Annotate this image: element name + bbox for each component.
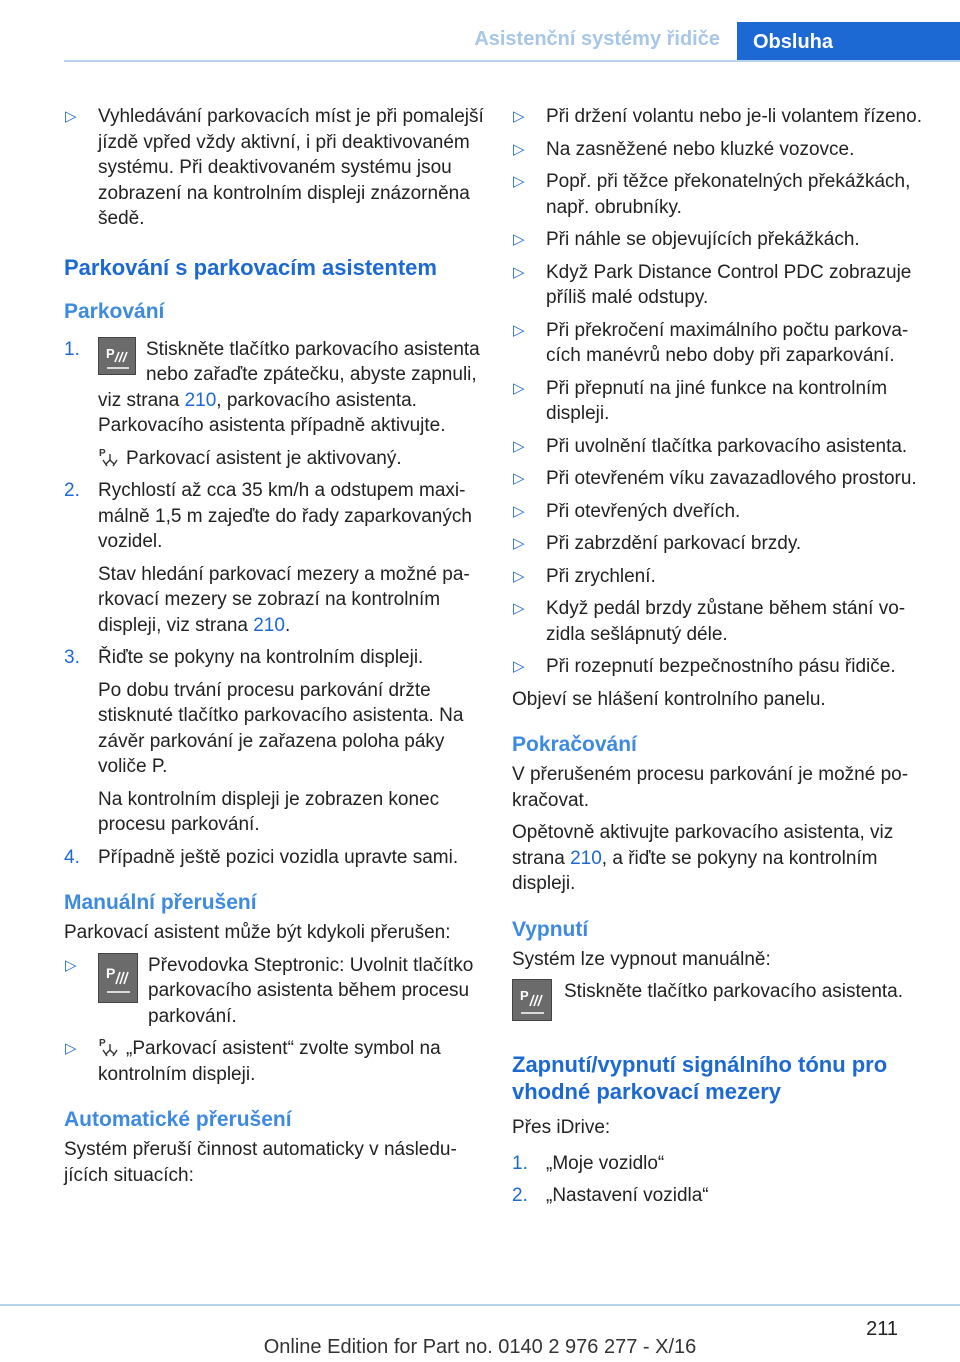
list-item: ▷ Vyhledávání parkovacích míst je při pomalejší jízdě vpřed vždy aktivní, i při deaktivovaném systému. Při deaktivovaném systému jsou zobrazení na kontrolním displeji znázorněna šedě. bbox=[65, 106, 484, 229]
list-item: ▷ Při zabrzdění parkovací brzdy. bbox=[512, 531, 930, 557]
page-link[interactable]: 210 bbox=[184, 389, 217, 411]
parking-assistant-button-icon bbox=[512, 979, 552, 1021]
interruption-conditions-list bbox=[512, 104, 930, 680]
bullet-marker: ▷ bbox=[513, 263, 525, 281]
bullet-marker: ▷ bbox=[513, 502, 525, 520]
page-number: 211 bbox=[866, 1318, 898, 1340]
heading-manual-interruption: Manuální přerušení bbox=[64, 891, 257, 914]
svg-text:P: P bbox=[106, 964, 116, 981]
footer-divider bbox=[0, 1304, 960, 1306]
bullet-marker: ▷ bbox=[513, 173, 525, 190]
list-item: ▷ Při otevřených dveřích. bbox=[512, 499, 930, 525]
list-item: ▷ Při překročení maximálního počtu parkovacích manévrů nebo doby při zaparkování. bbox=[513, 319, 909, 366]
left-column: ▷ Vyhledávání parkovacích míst je při pomalejší jízdě vpřed vždy aktivní, i při deaktivovaném systému. Při deaktivovaném systému jsou zobrazení na kontrolním displeji znázorněna šedě. Parkování s parkovacím asistentem Parkování 1. P Stiskněte tlačítko parkovacího asistenta nebo zařaďte zpátečku, abyste zapnuli, viz strana 210, parkovacího asistenta. Parkovacího asistenta případně aktivujte. P Parkovací asistent je aktivovaný. 2. Rychlostí až cca 35 km/h a odstupem maximálně 1,5 m zajeďte do řady zaparkovaných vozidel. Stav hledání parkovací mezery a možné parkovací mezery se zobrazí na kontrolním displeji, viz strana 210. 3. Řiďte se pokyny na kontrolním displeji. Po dobu trvání procesu parkování držte stisknuté tlačítko parkovacího asistenta. Na závěr parkování je zařazena poloha páky voliče P. Na kontrolním displeji je zobrazen konec procesu parkování. 4. Případně ještě pozici vozidla upravte sami. Manuální přerušení Parkovací asistent může být kdykoli přerušen: ▷ P Převodovka Steptronic: Uvolnit tlačítko parkovacího asistenta během procesu parkování. ▷ P „Parkovací asistent“ zvolte symbol na kontrolním displeji. Automatické přerušení Systém přeruší činnost automaticky v následujících situacích: bbox=[64, 106, 484, 1186]
header-tab-obsluha: Obsluha bbox=[737, 22, 960, 62]
bullet-marker: ▷ bbox=[513, 437, 525, 455]
step-3: 3. Řiďte se pokyny na kontrolním displeji. Po dobu trvání procesu parkování držte stisknuté tlačítko parkovacího asistenta. Na závěr parkování je zařazena poloha páky voliče P. Na kontrolním displeji je zobrazen konec procesu parkování. bbox=[64, 647, 464, 835]
heading-switch-off: Vypnutí bbox=[512, 917, 589, 941]
list-item: ▷ Když pedál brzdy zůstane během stání vozidla sešlápnutý déle. bbox=[513, 598, 906, 645]
page-link[interactable]: 210 bbox=[570, 847, 602, 869]
header-divider bbox=[64, 60, 960, 62]
list-item: ▷ Při rozepnutí bezpečnostního pásu řidiče. bbox=[512, 654, 930, 680]
parking-assistant-symbol-icon bbox=[98, 1036, 120, 1058]
heading-parking: Parkování bbox=[64, 299, 165, 323]
bullet-marker: ▷ bbox=[513, 658, 525, 675]
step-2: 2. Rychlostí až cca 35 km/h a odstupem maximálně 1,5 m zajeďte do řady zaparkovaných vozidel. Stav hledání parkovací mezery a možné parkovací mezery se zobrazí na kontrolním displeji, viz strana 210. bbox=[64, 480, 472, 636]
bullet-marker: ▷ bbox=[513, 231, 525, 248]
bullet-marker: ▷ bbox=[513, 567, 525, 585]
bullet-marker: ▷ bbox=[513, 140, 525, 158]
step-4: 4. Případně ještě pozici vozidla upravte sami. bbox=[64, 846, 459, 868]
heading-automatic-interruption: Automatické přerušení bbox=[64, 1108, 292, 1131]
bullet-marker: ▷ bbox=[513, 535, 525, 552]
list-item: ▷ P Převodovka Steptronic: Uvolnit tlačítko parkovacího asistenta během procesu parkování. bbox=[65, 954, 474, 1027]
heading-signal-tone: Zapnutí/vypnutí signálního tónu pro vhodné parkovací mezery bbox=[512, 1052, 888, 1104]
parking-assistant-symbol-icon bbox=[98, 446, 120, 468]
list-item: ▷ Popř. při těžce překonatelných překážkách, např. obrubníky. bbox=[513, 171, 911, 218]
edition-note: Online Edition for Part no. 0140 2 976 277 - X/16 bbox=[263, 1336, 697, 1358]
tone-step-1: 1. „Moje vozidlo“ bbox=[512, 1152, 665, 1174]
bullet-marker: ▷ bbox=[513, 108, 525, 125]
bullet-marker: ▷ bbox=[513, 600, 525, 617]
list-item: ▷ Při uvolnění tlačítka parkovacího asistenta. bbox=[512, 434, 930, 460]
parking-assistant-button-icon bbox=[98, 953, 138, 1003]
list-item: ▷ Při přepnutí na jiné funkce na kontrolním displeji. bbox=[513, 377, 888, 424]
svg-text:P: P bbox=[106, 345, 115, 361]
parking-assistant-button-icon bbox=[98, 337, 136, 375]
list-item: ▷ Při zrychlení. bbox=[512, 564, 930, 590]
heading-continue: Pokračování bbox=[512, 733, 637, 756]
list-item: ▷ P „Parkovací asistent“ zvolte symbol na kontrolním displeji. bbox=[65, 1038, 441, 1085]
header-section-title: Asistenční systémy řidiče bbox=[474, 28, 720, 50]
svg-text:P: P bbox=[520, 988, 529, 1003]
bullet-marker: ▷ bbox=[513, 379, 525, 397]
bullet-marker: ▷ bbox=[513, 321, 525, 339]
page-link[interactable]: 210 bbox=[253, 614, 285, 636]
step-1: 1. P Stiskněte tlačítko parkovacího asistenta nebo zařaďte zpátečku, abyste zapnuli, viz strana 210, parkovacího asistenta. Parkovacího asistenta případně aktivujte. P Parkovací asistent je aktivovaný. bbox=[64, 338, 480, 469]
list-item: ▷ Při náhle se objevujících překážkách. bbox=[512, 227, 930, 253]
right-column: ▷ Při držení volantu nebo je-li volantem řízeno. ▷ Na zasněžené nebo kluzké vozovce. ▷ Popř. při těžce překonatelných překážkách, např. obrubníky. ▷ Při náhle se objevujících překážkách. ▷ Když Park Distance Control PDC zobrazuje příliš malé odstupy. ▷ Při překročení maximálního počtu parkovacích manévrů nebo doby při zaparkování. ▷ Při přepnutí na jiné funkce na kontrolním displeji. ▷ Při uvolnění tlačítka parkovacího asistenta. ▷ Při otevřeném víku zavazadlového prostoru. ▷ Při otevřených dveřích. ▷ Při zabrzdění parkovací brzdy. ▷ Při zrychlení. ▷ Když pedál brzdy zůstane během stání vozidla sešlápnutý déle. ▷ Při rozepnutí bezpečnostního pásu řidiče. Objeví se hlášení kontrolního panelu. Pokračování V přerušeném procesu parkování je možné pokračovat. Opětovně aktivujte parkovacího asistenta, viz strana 210, a řiďte se pokyny na kontrolním displeji. Vypnutí Systém lze vypnout manuálně: P Stiskněte tlačítko parkovacího asistenta. Zapnutí/vypnutí signálního tónu pro vhodné parkovací mezery Přes iDrive: 1. „Moje vozidlo“ 2. „Nastavení vozidla“ bbox=[512, 104, 930, 1216]
heading-parking-assistant: Parkování s parkovacím asistentem bbox=[64, 254, 437, 280]
svg-text:P: P bbox=[99, 447, 106, 459]
bullet-marker: ▷ bbox=[65, 108, 77, 125]
page-header bbox=[0, 0, 960, 62]
list-item: ▷ Když Park Distance Control PDC zobrazuje příliš malé odstupy. bbox=[513, 261, 912, 308]
list-item: ▷ Na zasněžené nebo kluzké vozovce. bbox=[512, 137, 930, 163]
list-item: ▷ Při držení volantu nebo je-li volantem řízeno. bbox=[512, 104, 930, 130]
list-item: ▷ Při otevřeném víku zavazadlového prostoru. bbox=[512, 466, 930, 492]
bullet-marker: ▷ bbox=[513, 470, 525, 487]
tone-step-2: 2. „Nastavení vozidla“ bbox=[512, 1185, 709, 1206]
svg-text:P: P bbox=[99, 1038, 106, 1049]
